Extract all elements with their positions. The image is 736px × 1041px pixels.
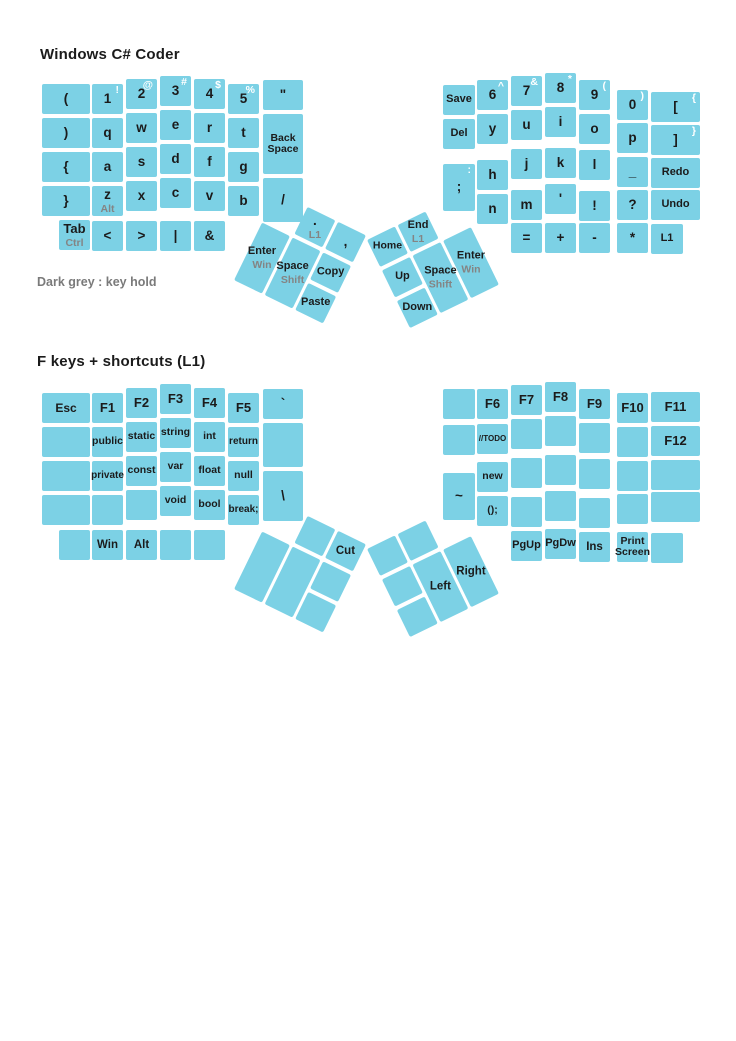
key-c: c — [160, 178, 191, 208]
key-f9: F9 — [579, 389, 610, 419]
key-left: Left — [412, 551, 468, 622]
key-blank — [160, 530, 191, 560]
key-sym-40: ( — [42, 84, 90, 114]
key-blank — [511, 419, 542, 449]
key-z: z Alt — [92, 186, 123, 216]
key-9: 9 ( — [579, 80, 610, 110]
key-h: h — [477, 160, 508, 190]
key-sym-41: ) — [42, 118, 90, 148]
key-sym-46: . L1 — [294, 207, 335, 248]
key-private: private — [92, 461, 123, 491]
key-blank — [545, 416, 576, 446]
key-blank — [42, 427, 90, 457]
key-6: 6 ^ — [477, 80, 508, 110]
key-f2: F2 — [126, 388, 157, 418]
key-sym-95: _ — [617, 157, 648, 187]
key-i: i — [545, 107, 576, 137]
key-const: const — [126, 456, 157, 486]
key-blank — [579, 459, 610, 489]
key-tab: Tab Ctrl — [59, 220, 90, 250]
key-cut: Cut — [325, 531, 366, 572]
key-right: Right — [443, 536, 499, 607]
key-sym-33: ! — [579, 191, 610, 221]
key-paste: Paste — [295, 283, 336, 324]
key-end: End L1 — [398, 212, 439, 253]
key-ins: Ins — [579, 532, 610, 562]
key-blank — [126, 490, 157, 520]
key-blank — [42, 461, 90, 491]
key-void: void — [160, 486, 191, 516]
key-f11: F11 — [651, 392, 700, 422]
key-blank — [194, 530, 225, 560]
key-r: r — [194, 113, 225, 143]
key-f3: F3 — [160, 384, 191, 414]
key-sym-44: , — [325, 222, 366, 263]
key-hold-note: Dark grey : key hold — [37, 275, 157, 289]
key-m: m — [511, 190, 542, 220]
key-1: 1 ! — [92, 84, 123, 114]
key-e: e — [160, 110, 191, 140]
key-space: Space Shift — [412, 242, 468, 313]
key-blank — [263, 423, 303, 467]
key-enter: Enter Win — [443, 227, 499, 298]
key-o: o — [579, 114, 610, 144]
key-static: static — [126, 422, 157, 452]
key-blank — [443, 425, 475, 455]
key-undo: Undo — [651, 190, 700, 220]
key-return: return — [228, 427, 259, 457]
key-y: y — [477, 114, 508, 144]
key-f6: F6 — [477, 389, 508, 419]
key-pgup: PgUp — [511, 531, 542, 561]
key-pgdw: PgDw — [545, 529, 576, 559]
key-blank — [651, 492, 700, 522]
key-sym-47: / — [263, 178, 303, 222]
layer1-title: Windows C# Coder — [40, 46, 180, 63]
key-w: w — [126, 113, 157, 143]
key-blank — [511, 458, 542, 488]
key-redo: Redo — [651, 158, 700, 188]
key-del: Del — [443, 119, 475, 149]
key-g: g — [228, 152, 259, 182]
key-j: j — [511, 149, 542, 179]
key-sym-124: | — [160, 221, 191, 251]
key-alt: Alt — [126, 530, 157, 560]
key-sym-62: > — [126, 221, 157, 251]
key-sym-59: ; : — [443, 164, 475, 211]
key-8: 8 * — [545, 73, 576, 103]
key-sym-45: - — [579, 223, 610, 253]
key-win: Win — [92, 530, 123, 560]
key-sym-40: (); — [477, 496, 508, 526]
key-break: break; — [228, 495, 259, 525]
key-copy: Copy — [310, 252, 351, 293]
key-space: Space Shift — [265, 237, 321, 308]
key-new: new — [477, 462, 508, 492]
key-blank — [443, 389, 475, 419]
layer2-title: F keys + shortcuts (L1) — [37, 353, 206, 370]
key-blank — [511, 497, 542, 527]
key-f5: F5 — [228, 393, 259, 423]
key-blank — [579, 498, 610, 528]
key-home: Home — [367, 226, 408, 267]
key-sym-60: < — [92, 221, 123, 251]
key-blank — [42, 495, 90, 525]
key-7: 7 & — [511, 76, 542, 106]
key-f10: F10 — [617, 393, 648, 423]
key-int: int — [194, 422, 225, 452]
key-sym-63: ? — [617, 190, 648, 220]
key-l1: L1 — [651, 224, 683, 254]
key-sym-61: = — [511, 223, 542, 253]
key-blank — [651, 533, 683, 563]
key-f: f — [194, 147, 225, 177]
key-l: l — [579, 150, 610, 180]
key-sym-96: ` — [263, 389, 303, 419]
key-float: float — [194, 456, 225, 486]
key-enter: Enter Win — [234, 223, 290, 294]
key-3: 3 # — [160, 76, 191, 106]
key-blank — [617, 461, 648, 491]
key-sym-93: ] } — [651, 125, 700, 155]
key-bool: bool — [194, 490, 225, 520]
key-sym-92: \ — [263, 471, 303, 521]
key-esc: Esc — [42, 393, 90, 423]
key-f7: F7 — [511, 385, 542, 415]
key-d: d — [160, 144, 191, 174]
key-0: 0 ) — [617, 90, 648, 120]
key-f12: F12 — [651, 426, 700, 456]
key-f1: F1 — [92, 393, 123, 423]
key-2: 2 @ — [126, 79, 157, 109]
key-save: Save — [443, 85, 475, 115]
key-blank — [545, 491, 576, 521]
key-sym-123: { — [42, 152, 90, 182]
key-var: var — [160, 452, 191, 482]
key-string: string — [160, 418, 191, 448]
key-x: x — [126, 181, 157, 211]
key-blank — [579, 423, 610, 453]
key-sym-39: ' — [545, 184, 576, 214]
key-sym-43: + — [545, 223, 576, 253]
key-back-space: Back Space — [263, 114, 303, 174]
key-blank — [295, 592, 336, 633]
key-blank — [92, 495, 123, 525]
key-v: v — [194, 181, 225, 211]
key-sym-38: & — [194, 221, 225, 251]
key-a: a — [92, 152, 123, 182]
key-u: u — [511, 110, 542, 140]
key-blank — [617, 494, 648, 524]
key-n: n — [477, 194, 508, 224]
key-p: p — [617, 123, 648, 153]
key-t: t — [228, 118, 259, 148]
key-sym-42: * — [617, 223, 648, 253]
key-print-screen: Print Screen — [617, 532, 648, 562]
key-public: public — [92, 427, 123, 457]
key-5: 5 % — [228, 84, 259, 114]
key-blank — [59, 530, 90, 560]
key-4: 4 $ — [194, 79, 225, 109]
key-blank — [651, 460, 700, 490]
key-k: k — [545, 148, 576, 178]
key-down: Down — [397, 288, 438, 329]
key-blank — [397, 597, 438, 638]
key-todo: //TODO — [477, 424, 508, 454]
key-blank — [617, 427, 648, 457]
key-f4: F4 — [194, 388, 225, 418]
key-q: q — [92, 118, 123, 148]
key-sym-91: [ { — [651, 92, 700, 122]
key-sym-125: } — [42, 186, 90, 216]
key-sym-126: ~ — [443, 473, 475, 520]
key-f8: F8 — [545, 382, 576, 412]
key-null: null — [228, 461, 259, 491]
key-blank — [545, 455, 576, 485]
key-s: s — [126, 147, 157, 177]
key-b: b — [228, 186, 259, 216]
key-up: Up — [382, 257, 423, 298]
key-sym-34: " — [263, 80, 303, 110]
